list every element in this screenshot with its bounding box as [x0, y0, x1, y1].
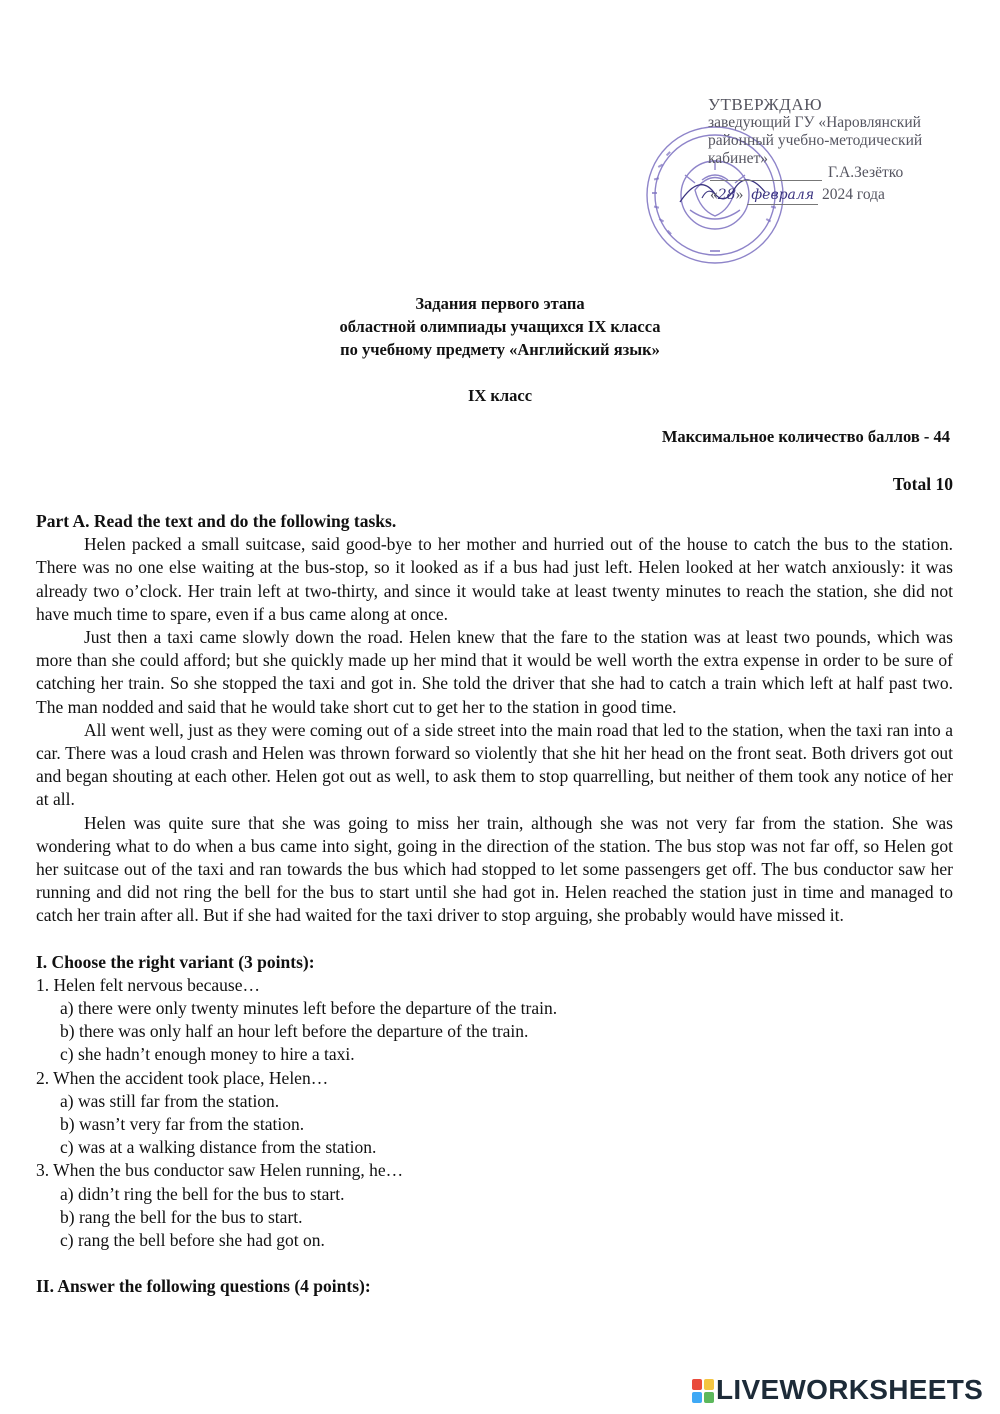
answer-option[interactable]: a) there were only twenty minutes left before the departure of the train. [60, 998, 558, 1019]
question-stem: 3. When the bus conductor saw Helen running, he… [36, 1160, 404, 1181]
reading-paragraph: Helen was quite sure that she was going to miss her train, although she was not very far from the station. She was wondering what to do when a bus came into sight, going in the direction of the station. The bus stop was not far off, so Helen got her suitcase out of the taxi and ran towards the bus which had stopped to let some passengers get off. The bus conductor saw her running and did not ring the bell for the bus to start until she had got in. Helen reached the station just in time and managed to catch her train after all. But if she had waited for the taxi driver to stop arguing, she probably would have missed it. [36, 812, 953, 926]
document-title [0, 292, 1000, 361]
reading-paragraph: Helen packed a small suitcase, said good-bye to her mother and hurried out of the house to catch the bus to the station. There was no one else waiting at the bus-stop, so it looked as if a bus had just left. Helen looked at her watch anxiously: it was already two o’clock. Her train left at two-thirty, and since it would take at least twenty minutes to reach the station, she did not have much time to spare, even if a bus came along at once. [36, 534, 953, 624]
approval-date [710, 186, 970, 206]
question-stem: 1. Helen felt nervous because… [36, 974, 261, 995]
title-line: областной олимпиады учащихся IX класса [339, 317, 661, 336]
question-stem: 2. When the accident took place, Helen… [36, 1067, 329, 1088]
approval-heading: УТВЕРЖДАЮ [708, 95, 823, 114]
approval-line: районный учебно-методический [708, 132, 923, 149]
reading-paragraph: All went well, just as they were coming out of a side street into the main road that led to the station, when the taxi ran into a car. There was a loud crash and Helen was thrown forward so violently that she hit her head on the front seat. Both drivers got out and began shouting at each other. Helen got out as well, to ask them to stop quarrelling, but neither of them took any notice of her at all. [36, 719, 953, 810]
signatory-name: Г.А.Зезётко [828, 164, 904, 181]
total-points-label: Total 10 [892, 474, 953, 494]
approval-text [708, 96, 970, 168]
title-line: Задания первого этапа [415, 294, 585, 313]
signature-line [710, 180, 822, 181]
section-1-heading: I. Choose the right variant (3 points): [36, 951, 315, 972]
answer-option[interactable]: a) was still far from the station. [60, 1090, 280, 1111]
part-a-heading: Part A. Read the text and do the following tasks. [36, 511, 397, 531]
approval-line: заведующий ГУ «Наровлянский [708, 114, 921, 131]
date-month: февраля [751, 187, 815, 203]
liveworksheets-logo[interactable] [692, 1376, 992, 1406]
title-line: по учебному предмету «Английский язык» [340, 340, 660, 359]
grade-label: IX класс [467, 386, 533, 405]
max-points-label: Максимальное количество баллов - 44 [661, 427, 950, 446]
section-2-heading: II. Answer the following questions (4 points): [36, 1276, 371, 1297]
answer-option[interactable]: b) rang the bell for the bus to start. [60, 1206, 303, 1227]
answer-option[interactable]: b) wasn’t very far from the station. [60, 1114, 305, 1135]
answer-option[interactable]: c) she hadn’t enough money to hire a taxi. [60, 1044, 355, 1065]
approval-block [640, 96, 970, 271]
signature-row [710, 162, 970, 182]
answer-option[interactable]: c) rang the bell before she had got on. [60, 1230, 325, 1251]
date-day: 28 [717, 187, 736, 203]
main-content [36, 510, 953, 1299]
liveworksheets-icon [692, 1379, 714, 1403]
date-quote-close: » [735, 186, 748, 203]
liveworksheets-logo-text: LIVEWORKSHEETS [716, 1374, 984, 1405]
date-quote-open: « [710, 186, 718, 203]
answer-option[interactable]: b) there was only half an hour left before the departure of the train. [60, 1021, 529, 1042]
reading-paragraph: Just then a taxi came slowly down the road. Helen knew that the fare to the station was at least two pounds, which was more than she could afford; but she quickly made up her mind that it would be well worth the extra expense in order to be sure of catching her train. So she stopped the taxi and got in. She told the driver that she had to catch a train which left at half past two. The man nodded and said that he would take short cut to get her to the station in good time. [36, 627, 953, 717]
date-year: 2024 года [821, 186, 885, 203]
answer-option[interactable]: a) didn’t ring the bell for the bus to start. [60, 1183, 345, 1204]
answer-option[interactable]: c) was at a walking distance from the station. [60, 1137, 377, 1158]
approval-line: кабинет» [708, 150, 769, 167]
